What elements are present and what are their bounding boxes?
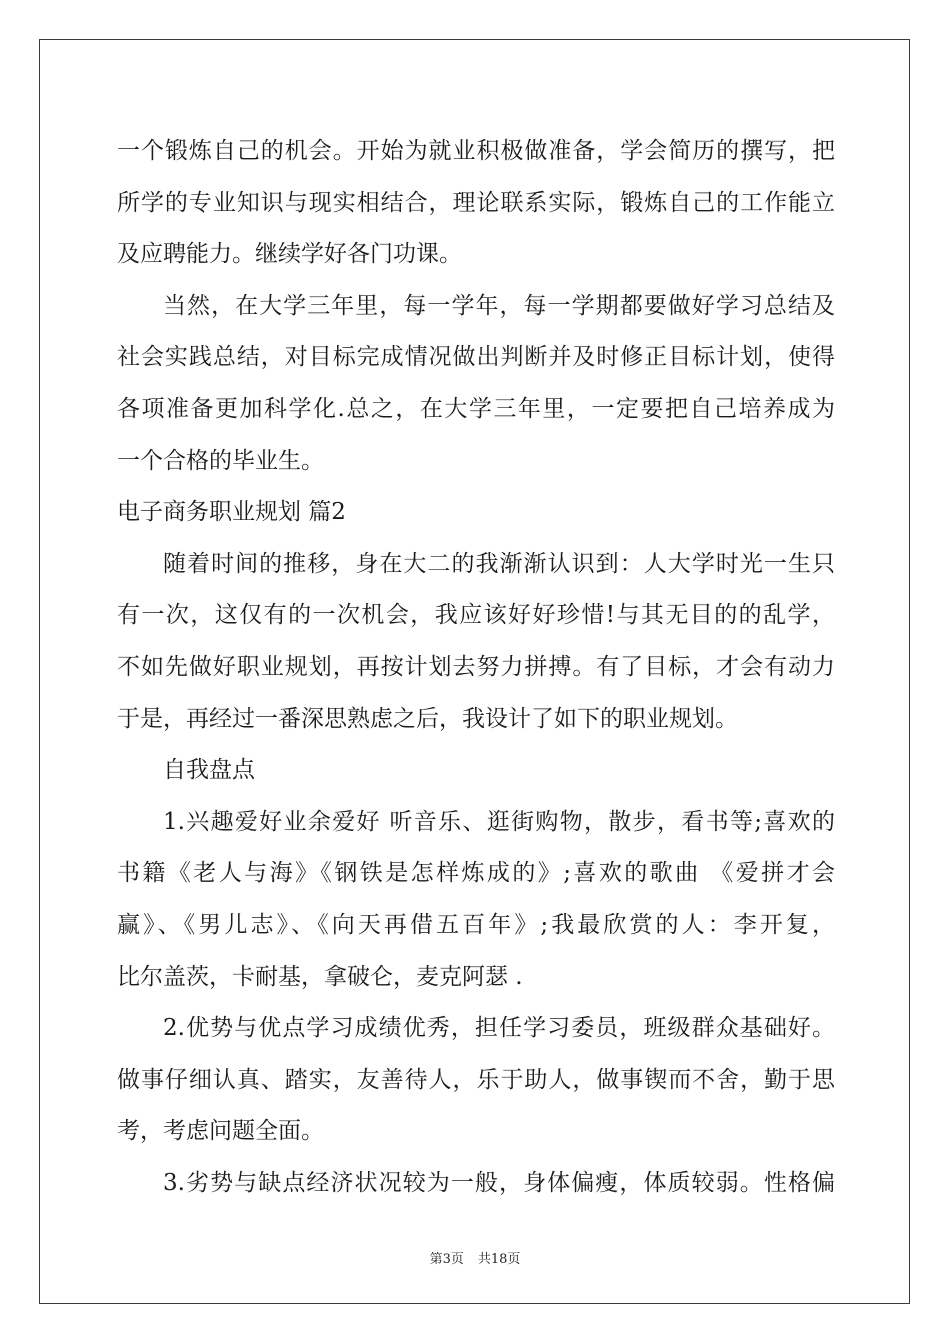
paragraph-line: 及应聘能力。继续学好各门功课。 [117,241,462,268]
paragraph-line: 1.兴趣爱好业余爱好 听音乐、逛街购物，散步，看书等;喜欢的 [163,808,835,835]
paragraph-line: 不如先做好职业规划，再按计划去努力拼搏。有了目标，才会有动力 [117,653,835,680]
document-body [117,126,835,1209]
paragraph-line: 社会实践总结，对目标完成情况做出判断并及时修正目标计划，使得 [117,344,835,371]
paragraph-line: 赢》、《男儿志》、《向天再借五百年》;我最欣赏的人：李开复， [117,911,835,938]
subsection-heading: 自我盘点 [163,757,255,784]
page-footer [0,1248,950,1267]
paragraph-line: 所学的专业知识与现实相结合，理论联系实际，锻炼自己的工作能立 [117,189,835,216]
paragraph-line: 书籍《老人与海》《钢铁是怎样炼成的》;喜欢的歌曲 《爱拼才会 [117,860,835,887]
paragraph-line: 随着时间的推移，身在大二的我渐渐认识到：人大学时光一生只 [163,550,835,577]
paragraph-line: 于是，再经过一番深思熟虑之后，我设计了如下的职业规划。 [117,705,738,732]
paragraph-line: 2.优势与优点学习成绩优秀，担任学习委员，班级群众基础好。 [163,1015,835,1042]
paragraph-line: 考，考虑问题全面。 [117,1118,324,1145]
paragraph-line: 有一次，这仅有的一次机会，我应该好好珍惜!与其无目的的乱学， [117,602,835,629]
page-number: 第3页 [429,1252,464,1267]
paragraph-line: 一个锻炼自己的机会。开始为就业积极做准备，学会简历的撰写，把 [117,138,835,164]
paragraph-line: 各项准备更加科学化.总之，在大学三年里，一定要把自己培养成为 [117,395,835,422]
paragraph-line: 3.劣势与缺点经济状况较为一般，身体偏瘦，体质较弱。性格偏 [163,1169,835,1196]
paragraph-line: 当然，在大学三年里，每一学年，每一学期都要做好学习总结及 [163,292,835,319]
paragraph-line: 一个合格的毕业生。 [117,447,324,474]
section-heading: 电子商务职业规划 篇2 [117,499,346,526]
page-total: 共18页 [477,1252,521,1267]
paragraph-line: 做事仔细认真、踏实，友善待人，乐于助人，做事锲而不舍，勤于思 [117,1066,835,1093]
paragraph-line: 比尔盖茨，卡耐基，拿破仑，麦克阿瑟 . [117,963,523,990]
